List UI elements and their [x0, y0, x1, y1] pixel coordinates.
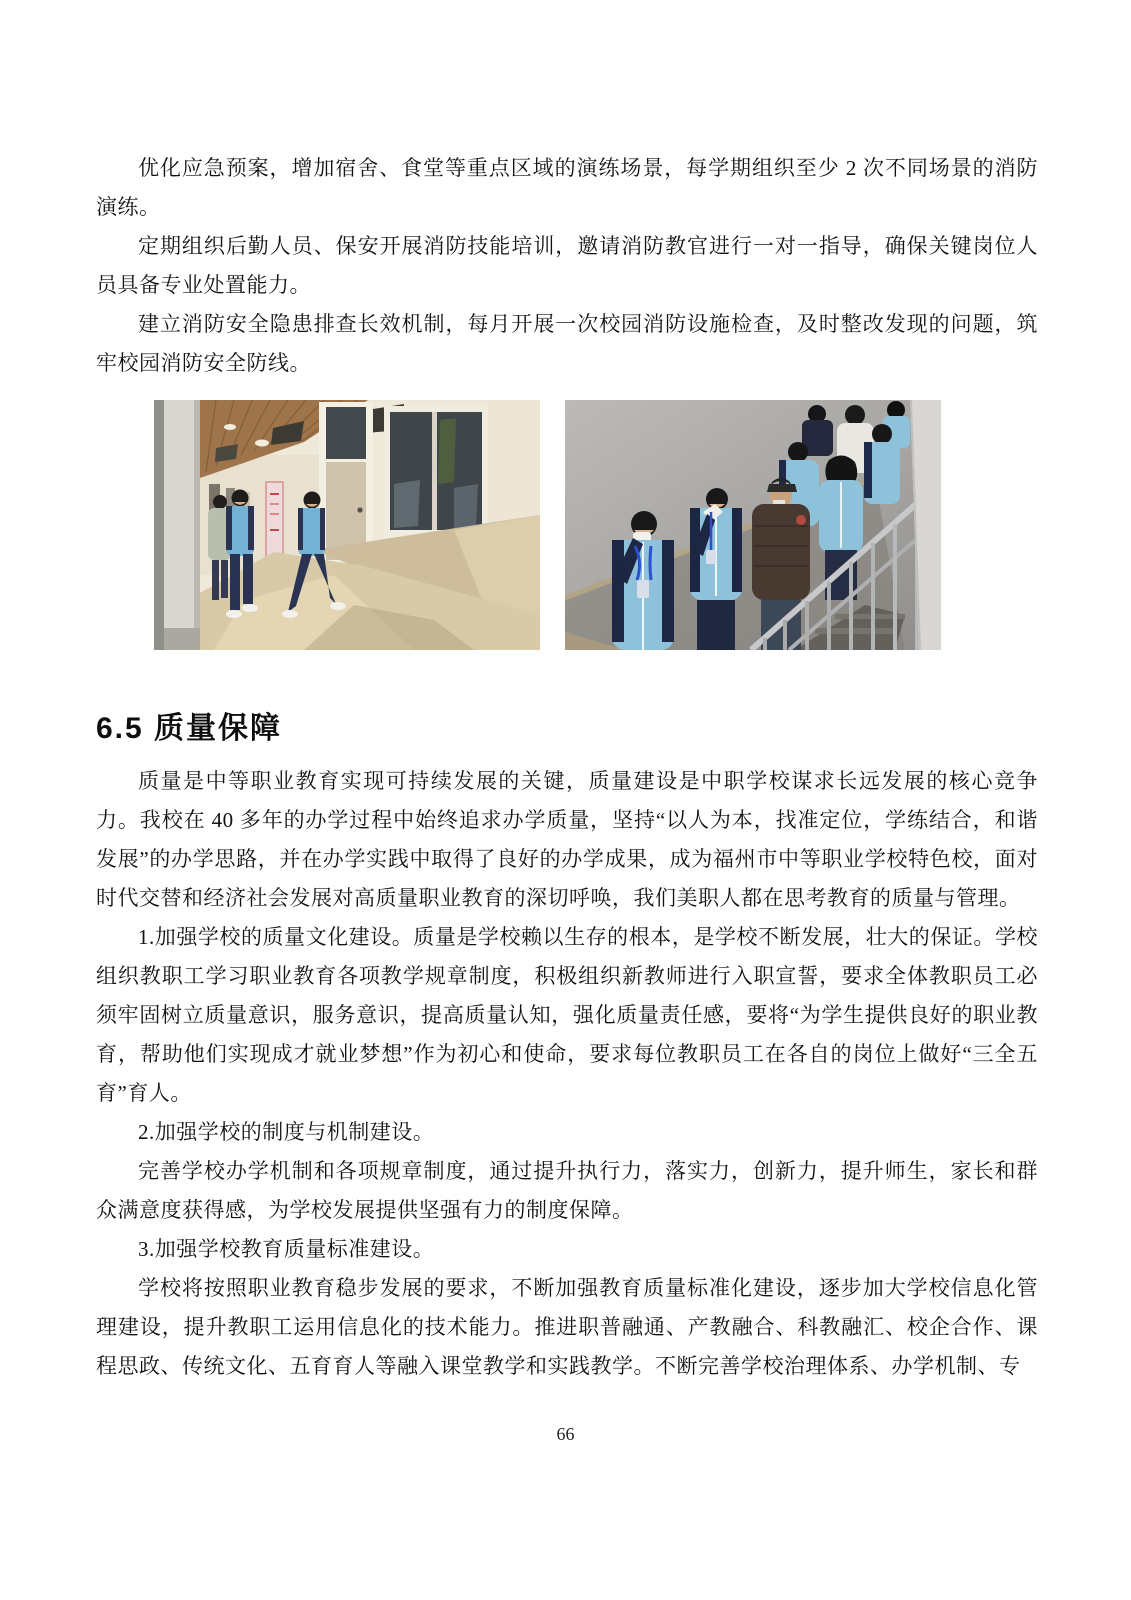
body-paragraph: 学校将按照职业教育稳步发展的要求，不断加强教育质量标准化建设，逐步加大学校信息化管理建设，提升教职工运用信息化的技术能力。推进职普融通、产教融合、科教融汇、校企合作、课程思政、传统文化、五育育人等融入课堂教学和实践教学。不断完善学校治理体系、办学机制、专: [96, 1276, 1038, 1378]
body-paragraph: 完善学校办学机制和各项规章制度，通过提升执行力，落实力，创新力，提升师生，家长和群众满意度获得感，为学校发展提供坚强有力的制度保障。: [96, 1159, 1038, 1222]
photo-fire-drill-stairwell: [565, 400, 941, 650]
page-number: 66: [556, 1424, 575, 1444]
body-paragraph: 3.加强学校教育质量标准建设。: [138, 1237, 435, 1261]
photo-row: [154, 400, 1038, 650]
body-paragraph: 1.加强学校的质量文化建设。质量是学校赖以生存的根本，是学校不断发展，壮大的保证。学校组织教职工学习职业教育各项教学规章制度，积极组织新教师进行入职宣誓，要求全体教职员工必须牢固树立质量意识，服务意识，提高质量认知，强化质量责任感，要将“为学生提供良好的职业教育，帮助他们实现成才就业梦想”作为初心和使命，要求每位教职员工在各自的岗位上做好“三全五育”育人。: [96, 925, 1038, 1105]
paragraph: 定期组织后勤人员、保安开展消防技能培训，邀请消防教官进行一对一指导，确保关键岗位人员具备专业处置能力。: [96, 234, 1038, 297]
stairwell-scene: [565, 400, 941, 650]
section-heading: 6.5 质量保障: [96, 712, 283, 745]
body-paragraph: 质量是中等职业教育实现可持续发展的关键，质量建设是中职学校谋求长远发展的核心竞争力。我校在 40 多年的办学过程中始终追求办学质量，坚持“以人为本，找准定位，学练结合，和谐发展”的办学思路，并在办学实践中取得了良好的办学成果，成为福州市中等职业学校特色校，面对时代交替和经济社会发展对高质量职业教育的深切呼唤，我们美职人都在思考教育的质量与管理。: [96, 769, 1038, 910]
corridor-scene: [154, 400, 540, 650]
paragraph: 建立消防安全隐患排查长效机制，每月开展一次校园消防设施检查，及时整改发现的问题，筑牢校园消防安全防线。: [96, 312, 1038, 375]
body-paragraph: 2.加强学校的制度与机制建设。: [138, 1120, 435, 1144]
photo-fire-drill-corridor: [154, 400, 540, 650]
paragraph: 优化应急预案，增加宿舍、食堂等重点区域的演练场景，每学期组织至少 2 次不同场景的消防演练。: [96, 156, 1038, 219]
student-figure: [690, 488, 742, 650]
